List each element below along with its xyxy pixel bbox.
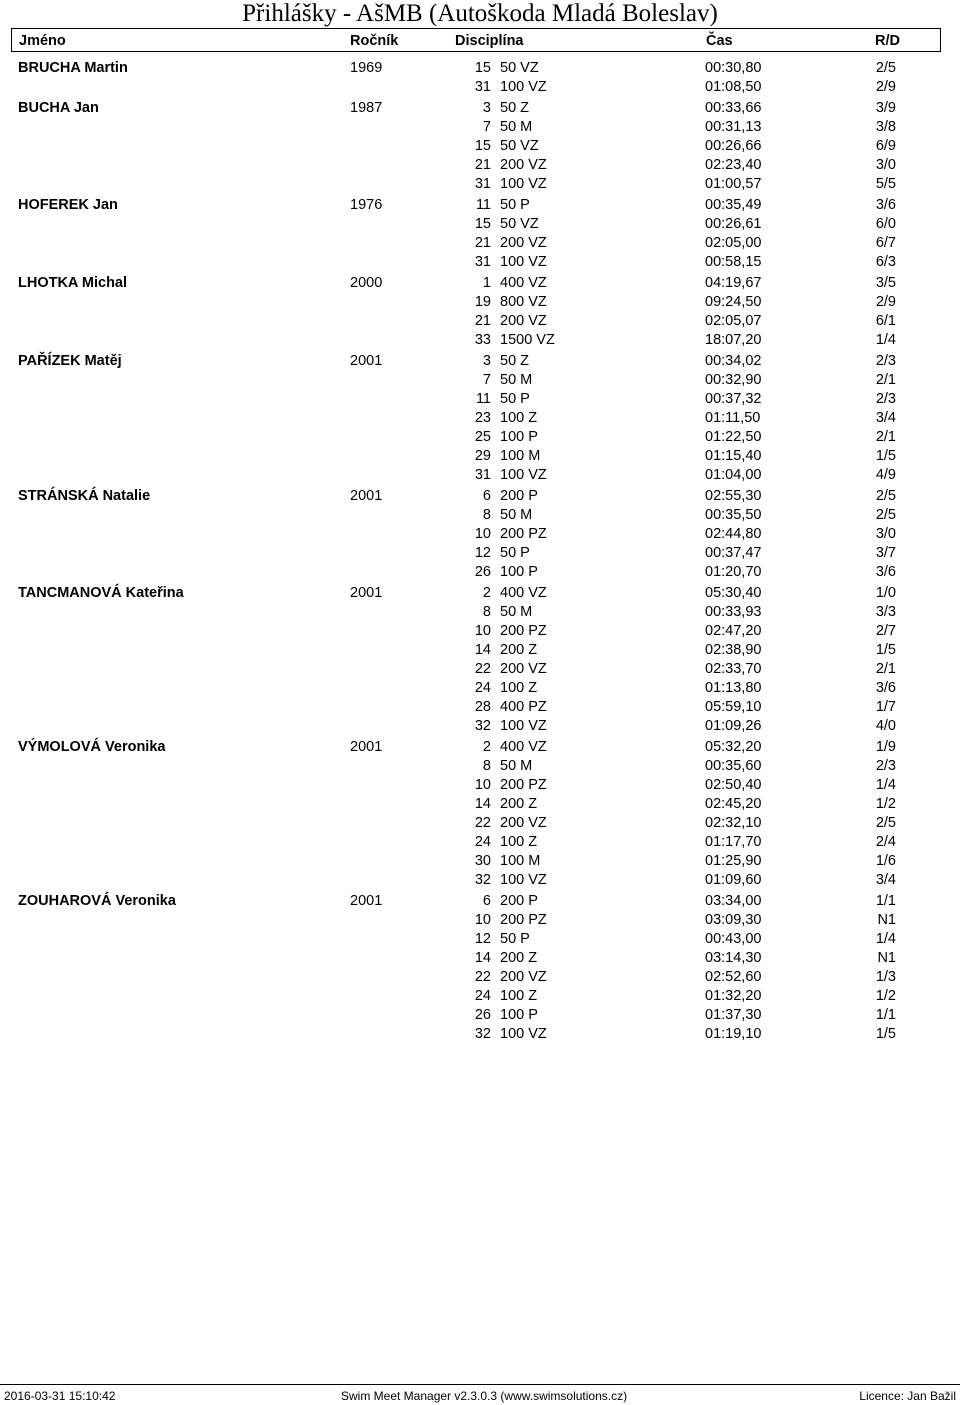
event-discipline: 200 Z	[500, 642, 538, 658]
entry-row	[0, 215, 960, 234]
heat-lane: 3/7	[875, 545, 896, 561]
event-discipline: 1500 VZ	[500, 332, 555, 348]
entry-time: 02:32,10	[705, 815, 762, 831]
entry-time: 00:43,00	[705, 931, 762, 947]
heat-lane: 1/1	[875, 1007, 896, 1023]
event-number: 10	[474, 526, 491, 542]
entry-time: 00:30,80	[705, 60, 762, 76]
event-discipline: 100 VZ	[500, 176, 547, 192]
event-discipline: 50 P	[500, 545, 530, 561]
event-discipline: 50 P	[500, 931, 530, 947]
swimmer-row	[0, 738, 960, 757]
event-number: 21	[474, 313, 491, 329]
entry-row	[0, 137, 960, 156]
heat-lane: 1/5	[875, 642, 896, 658]
swimmer-name: HOFEREK Jan	[18, 197, 118, 213]
event-discipline: 50 P	[500, 197, 530, 213]
entry-time: 01:17,70	[705, 834, 762, 850]
entry-time: 03:14,30	[705, 950, 762, 966]
entry-time: 04:19,67	[705, 275, 762, 291]
entry-time: 01:32,20	[705, 988, 762, 1004]
event-discipline: 200 Z	[500, 796, 538, 812]
entry-row	[0, 544, 960, 563]
heat-lane: 1/9	[875, 739, 896, 755]
entry-row	[0, 293, 960, 312]
event-number: 23	[474, 410, 491, 426]
event-number: 3	[482, 353, 491, 369]
entry-time: 03:09,30	[705, 912, 762, 928]
event-discipline: 100 P	[500, 429, 538, 445]
heat-lane: 3/4	[875, 410, 896, 426]
heat-lane: 5/5	[875, 176, 896, 192]
heat-lane: 1/5	[875, 448, 896, 464]
heat-lane: 2/3	[875, 391, 896, 407]
event-number: 29	[474, 448, 491, 464]
entry-time: 00:35,49	[705, 197, 762, 213]
event-discipline: 200 VZ	[500, 969, 547, 985]
heat-lane: 2/7	[875, 623, 896, 639]
page-footer	[0, 1384, 960, 1405]
heat-lane: 4/9	[875, 467, 896, 483]
swimmer-row	[0, 487, 960, 506]
entry-time: 02:38,90	[705, 642, 762, 658]
entry-row	[0, 930, 960, 949]
event-number: 21	[474, 157, 491, 173]
entry-row	[0, 717, 960, 736]
event-number: 2	[482, 585, 491, 601]
swimmer-name: TANCMANOVÁ Kateřina	[18, 585, 184, 601]
swimmer-row	[0, 892, 960, 911]
event-discipline: 100 VZ	[500, 254, 547, 270]
event-number: 12	[474, 545, 491, 561]
heat-lane: 1/7	[875, 699, 896, 715]
entry-row	[0, 622, 960, 641]
entry-row	[0, 679, 960, 698]
heat-lane: 3/8	[875, 119, 896, 135]
event-number: 31	[474, 176, 491, 192]
heat-lane: 2/1	[875, 661, 896, 677]
heat-lane: 6/1	[875, 313, 896, 329]
event-number: 11	[475, 391, 491, 407]
event-number: 30	[474, 853, 491, 869]
event-number: 26	[474, 564, 491, 580]
event-number: 22	[474, 815, 491, 831]
heat-lane: 6/0	[875, 216, 896, 232]
event-discipline: 800 VZ	[500, 294, 547, 310]
event-discipline: 100 P	[500, 564, 538, 580]
entry-time: 02:55,30	[705, 488, 762, 504]
entry-time: 00:37,47	[705, 545, 762, 561]
entry-row	[0, 757, 960, 776]
entry-row	[0, 506, 960, 525]
event-number: 26	[474, 1007, 491, 1023]
heat-lane: 3/9	[875, 100, 896, 116]
event-discipline: 50 Z	[500, 353, 530, 369]
entry-time: 09:24,50	[705, 294, 762, 310]
entry-time: 01:04,00	[705, 467, 762, 483]
event-discipline: 50 M	[500, 372, 533, 388]
event-discipline: 50 Z	[500, 100, 530, 116]
entry-row	[0, 698, 960, 717]
event-discipline: 100 VZ	[500, 467, 547, 483]
entry-row	[0, 175, 960, 194]
entry-row	[0, 603, 960, 622]
entry-row	[0, 660, 960, 679]
entry-time: 01:11,50	[705, 410, 761, 426]
event-discipline: 200 PZ	[500, 623, 547, 639]
heat-lane: 4/0	[875, 718, 896, 734]
heat-lane: 2/5	[875, 488, 896, 504]
event-discipline: 200 VZ	[500, 313, 547, 329]
swimmer-year: 2001	[350, 488, 383, 504]
footer-license: Licence: Jan Bažil	[859, 1389, 956, 1403]
event-number: 31	[474, 467, 491, 483]
entry-time: 00:35,50	[705, 507, 762, 523]
heat-lane: 2/3	[875, 353, 896, 369]
event-number: 10	[474, 912, 491, 928]
event-number: 6	[482, 893, 491, 909]
swimmer-year: 1976	[350, 197, 383, 213]
heat-lane: 1/4	[875, 777, 896, 793]
swimmer-name: BUCHA Jan	[18, 100, 99, 116]
event-discipline: 200 VZ	[500, 661, 547, 677]
entry-row	[0, 563, 960, 582]
event-number: 10	[474, 777, 491, 793]
entry-row	[0, 1025, 960, 1044]
event-discipline: 200 VZ	[500, 157, 547, 173]
entry-time: 01:20,70	[705, 564, 762, 580]
event-number: 32	[474, 1026, 491, 1042]
entry-time: 02:52,60	[705, 969, 762, 985]
entry-row	[0, 409, 960, 428]
event-number: 2	[482, 739, 491, 755]
heat-lane: 1/2	[875, 988, 896, 1004]
heat-lane: 1/4	[875, 332, 896, 348]
entry-time: 02:33,70	[705, 661, 762, 677]
heat-lane: 2/9	[875, 294, 896, 310]
heat-lane: 6/7	[875, 235, 896, 251]
event-number: 22	[474, 661, 491, 677]
event-discipline: 100 Z	[500, 410, 538, 426]
event-discipline: 100 Z	[500, 834, 538, 850]
swimmer-name: LHOTKA Michal	[18, 275, 128, 291]
event-discipline: 50 M	[500, 758, 533, 774]
entry-time: 01:15,40	[705, 448, 762, 464]
event-discipline: 400 VZ	[500, 275, 547, 291]
entry-row	[0, 911, 960, 930]
event-discipline: 200 PZ	[500, 777, 547, 793]
entry-row	[0, 949, 960, 968]
event-discipline: 100 M	[500, 448, 541, 464]
event-number: 21	[474, 235, 491, 251]
event-discipline: 50 VZ	[500, 138, 539, 154]
event-number: 15	[474, 60, 491, 76]
entry-time: 01:08,50	[705, 79, 762, 95]
event-number: 32	[474, 872, 491, 888]
heat-lane: 2/4	[875, 834, 896, 850]
entry-time: 01:09,26	[705, 718, 762, 734]
event-discipline: 50 P	[500, 391, 530, 407]
heat-lane: 1/1	[875, 893, 896, 909]
event-discipline: 400 VZ	[500, 585, 547, 601]
event-number: 32	[474, 718, 491, 734]
heat-lane: 3/0	[875, 526, 896, 542]
entry-time: 00:33,66	[705, 100, 762, 116]
entry-time: 00:32,90	[705, 372, 762, 388]
event-number: 15	[474, 138, 491, 154]
entry-time: 02:23,40	[705, 157, 762, 173]
entry-time: 00:37,32	[705, 391, 762, 407]
entry-time: 00:33,93	[705, 604, 762, 620]
entry-time: 02:45,20	[705, 796, 762, 812]
entry-row	[0, 253, 960, 272]
entry-time: 05:59,10	[705, 699, 762, 715]
entry-row	[0, 814, 960, 833]
event-number: 25	[474, 429, 491, 445]
swimmer-year: 2000	[350, 275, 383, 291]
event-number: 1	[482, 275, 491, 291]
entry-time: 02:05,07	[705, 313, 762, 329]
entry-time: 01:00,57	[705, 176, 762, 192]
footer-timestamp: 2016-03-31 15:10:42	[4, 1389, 116, 1403]
heat-lane: 2/5	[875, 507, 896, 523]
entry-row	[0, 331, 960, 350]
event-discipline: 200 PZ	[500, 526, 547, 542]
event-discipline: 400 PZ	[500, 699, 547, 715]
heat-lane: 2/5	[875, 815, 896, 831]
entry-row	[0, 852, 960, 871]
entry-time: 02:44,80	[705, 526, 762, 542]
swimmer-name: BRUCHA Martin	[18, 60, 128, 76]
entry-time: 05:32,20	[705, 739, 762, 755]
event-discipline: 200 Z	[500, 950, 538, 966]
column-header-time: Čas	[706, 33, 733, 49]
heat-lane: 1/4	[875, 931, 896, 947]
swimmer-year: 1987	[350, 100, 383, 116]
entry-row	[0, 776, 960, 795]
event-discipline: 50 M	[500, 507, 533, 523]
entry-row	[0, 1006, 960, 1025]
event-number: 10	[474, 623, 491, 639]
event-number: 15	[474, 216, 491, 232]
heat-lane: 3/6	[875, 680, 896, 696]
footer-software: Swim Meet Manager v2.3.0.3 (www.swimsolutions.cz)	[341, 1389, 628, 1403]
entry-row	[0, 118, 960, 137]
heat-lane: 1/5	[875, 1026, 896, 1042]
entry-row	[0, 987, 960, 1006]
event-number: 8	[482, 507, 491, 523]
entry-row	[0, 390, 960, 409]
heat-lane: 2/3	[875, 758, 896, 774]
entry-time: 01:09,60	[705, 872, 762, 888]
entry-time: 01:22,50	[705, 429, 762, 445]
swimmer-row	[0, 59, 960, 78]
event-number: 14	[474, 642, 491, 658]
heat-lane: 2/5	[875, 60, 896, 76]
entry-row	[0, 871, 960, 890]
column-header-rd: R/D	[875, 33, 900, 49]
entry-time: 02:05,00	[705, 235, 762, 251]
entry-row	[0, 641, 960, 660]
event-discipline: 200 VZ	[500, 815, 547, 831]
entry-time: 05:30,40	[705, 585, 762, 601]
heat-lane: 3/4	[875, 872, 896, 888]
heat-lane: 3/6	[875, 564, 896, 580]
entry-row	[0, 833, 960, 852]
entry-time: 01:13,80	[705, 680, 762, 696]
swimmer-year: 2001	[350, 353, 383, 369]
entry-time: 00:34,02	[705, 353, 762, 369]
event-number: 28	[474, 699, 491, 715]
heat-lane: 2/9	[875, 79, 896, 95]
event-number: 12	[474, 931, 491, 947]
event-discipline: 100 Z	[500, 988, 538, 1004]
column-header-year: Ročník	[350, 33, 399, 49]
event-number: 8	[482, 604, 491, 620]
entry-row	[0, 312, 960, 331]
entry-time: 00:31,13	[705, 119, 762, 135]
entry-row	[0, 466, 960, 485]
entry-time: 02:47,20	[705, 623, 762, 639]
event-number: 24	[474, 834, 491, 850]
column-header-discipline: Disciplína	[455, 33, 524, 49]
event-number: 14	[474, 796, 491, 812]
swimmer-row	[0, 196, 960, 215]
heat-lane: 1/2	[875, 796, 896, 812]
swimmer-year: 2001	[350, 585, 383, 601]
column-header-name: Jméno	[19, 33, 66, 49]
heat-lane: 3/5	[875, 275, 896, 291]
swimmer-name: PAŘÍZEK Matěj	[18, 353, 122, 369]
entry-time: 02:50,40	[705, 777, 762, 793]
event-discipline: 100 P	[500, 1007, 538, 1023]
heat-lane: 3/3	[875, 604, 896, 620]
swimmer-row	[0, 99, 960, 118]
entry-time: 03:34,00	[705, 893, 762, 909]
heat-lane: 1/3	[875, 969, 896, 985]
swimmer-row	[0, 352, 960, 371]
event-discipline: 100 VZ	[500, 872, 547, 888]
event-discipline: 100 Z	[500, 680, 538, 696]
swimmer-row	[0, 274, 960, 293]
heat-lane: 6/3	[875, 254, 896, 270]
event-number: 31	[474, 79, 491, 95]
entry-row	[0, 795, 960, 814]
event-discipline: 100 VZ	[500, 718, 547, 734]
event-number: 7	[482, 119, 491, 135]
event-number: 14	[474, 950, 491, 966]
swimmer-year: 2001	[350, 893, 383, 909]
entry-time: 00:26,61	[705, 216, 762, 232]
event-number: 31	[474, 254, 491, 270]
heat-lane: 2/1	[875, 372, 896, 388]
swimmer-name: ZOUHAROVÁ Veronika	[18, 893, 176, 909]
swimmer-year: 1969	[350, 60, 383, 76]
event-number: 19	[474, 294, 491, 310]
entry-row	[0, 78, 960, 97]
entry-time: 01:19,10	[705, 1026, 762, 1042]
event-number: 11	[475, 197, 491, 213]
entry-time: 01:37,30	[705, 1007, 762, 1023]
entry-time: 00:58,15	[705, 254, 762, 270]
entry-row	[0, 234, 960, 253]
event-discipline: 200 P	[500, 893, 538, 909]
heat-lane: N1	[877, 950, 896, 966]
event-discipline: 50 VZ	[500, 60, 539, 76]
heat-lane: 6/9	[875, 138, 896, 154]
swimmer-year: 2001	[350, 739, 383, 755]
event-discipline: 100 VZ	[500, 79, 547, 95]
event-discipline: 400 VZ	[500, 739, 547, 755]
heat-lane: 3/6	[875, 197, 896, 213]
entry-row	[0, 525, 960, 544]
event-number: 3	[482, 100, 491, 116]
event-number: 24	[474, 988, 491, 1004]
event-discipline: 50 M	[500, 119, 533, 135]
page-title: Přihlášky - AšMB (Autoškoda Mladá Boleslav)	[242, 0, 718, 27]
event-number: 22	[474, 969, 491, 985]
heat-lane: 1/6	[875, 853, 896, 869]
event-number: 24	[474, 680, 491, 696]
swimmer-row	[0, 584, 960, 603]
event-number: 7	[482, 372, 491, 388]
event-number: 6	[482, 488, 491, 504]
swimmer-name: VÝMOLOVÁ Veronika	[18, 739, 166, 755]
swimmer-name: STRÁNSKÁ Natalie	[18, 488, 151, 504]
entry-row	[0, 968, 960, 987]
event-discipline: 100 M	[500, 853, 541, 869]
entry-time: 18:07,20	[705, 332, 762, 348]
entry-row	[0, 156, 960, 175]
entry-row	[0, 447, 960, 466]
heat-lane: 3/0	[875, 157, 896, 173]
event-discipline: 100 VZ	[500, 1026, 547, 1042]
entry-time: 00:35,60	[705, 758, 762, 774]
event-discipline: 200 PZ	[500, 912, 547, 928]
event-discipline: 50 M	[500, 604, 533, 620]
heat-lane: N1	[877, 912, 896, 928]
event-number: 8	[482, 758, 491, 774]
entry-time: 01:25,90	[705, 853, 762, 869]
entry-time: 00:26,66	[705, 138, 762, 154]
event-discipline: 200 P	[500, 488, 538, 504]
event-discipline: 50 VZ	[500, 216, 539, 232]
entry-row	[0, 371, 960, 390]
heat-lane: 1/0	[875, 585, 896, 601]
entry-row	[0, 428, 960, 447]
heat-lane: 2/1	[875, 429, 896, 445]
event-number: 33	[474, 332, 491, 348]
event-discipline: 200 VZ	[500, 235, 547, 251]
